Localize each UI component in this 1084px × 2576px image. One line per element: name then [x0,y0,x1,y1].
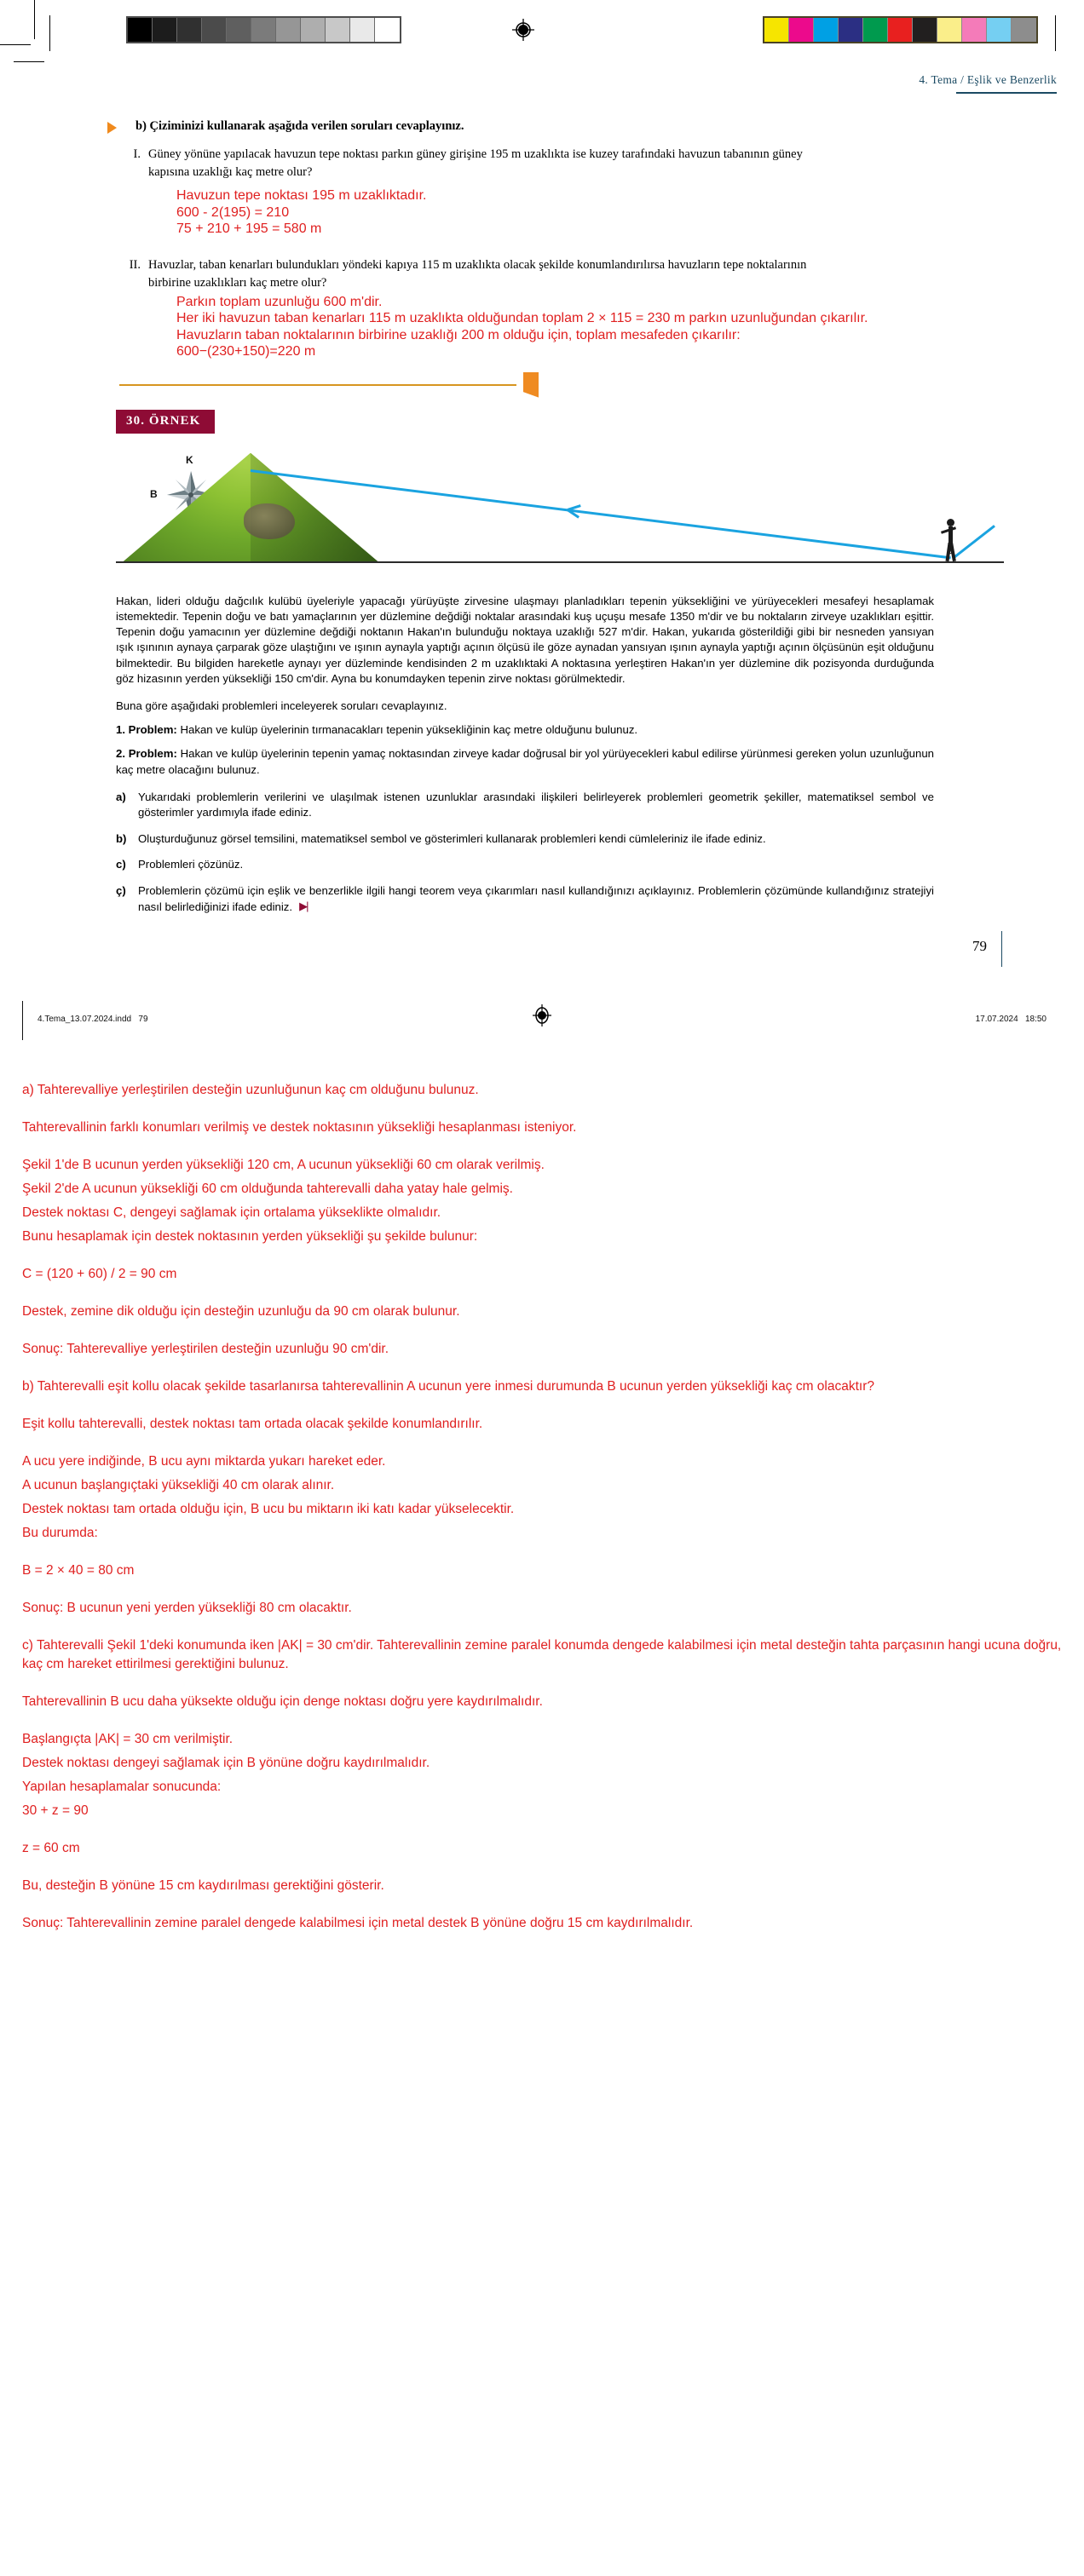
compass-label-west: B [150,487,158,500]
crop-mark-top-left-h [0,44,31,45]
example-paragraph: Hakan, lideri olduğu dağcılık kulübü üyeleriyle yapacağı yürüyüşte zirvesine ulaşmayı planladıkları tepenin yüksekliğini ve yürüyecekleri mesafeyi hesaplamak istemektedir. Tepenin doğu ve batı yamaçlarının yer düzlemine değdiği noktalar arasındaki kuş uçuşu mesafe 1350 m'dir ve bu noktaların zirveye uzaklıkları eşittir. Tepenin doğu yamacının yer düzlemine değdiği noktanın Hakan'ın bulunduğu noktaya uzaklığı 527 m'dir. Hakan, yukarıda gösterildiği gibi bir nesneden yansıyan ışık ışınının aynaya çarparak göze ulaştığını ve ışının aynayla yaptığı açının ölçüsü ile göze aynadan yansıyan ışının aynayla yaptığı açının ölçüsünün eşit olduğunu bilmektedir. Bu bilgiden hareketle aynayı yer düzleminde kendisinden 2 m uzaklıktaki A noktasına yerleştiren Hakan'ın yer düzlemine dik pozisyonda durduğunda göz hizasının yerden yüksekliği 150 cm'dir. Ayna bu konumdayken tepenin zirve noktası görülmektedir. [116,594,934,685]
question-b-label: b) [136,119,147,133]
answer-block-2 [176,294,918,360]
gray-swatch [128,18,153,42]
compass-label-north: K [186,453,193,466]
gray-swatch [301,18,326,42]
problem-1 [116,722,934,738]
answer-line: Parkın toplam uzunluğu 600 m'dir. [176,294,383,309]
answer-paragraph: Yapılan hesaplamalar sonucunda: [22,1779,222,1794]
roman-item-2 [37,256,1047,292]
print-footer-timestamp: 17.07.2024 18:50 [975,1014,1047,1024]
example-instruction: Buna göre aşağıdaki problemleri inceleyerek soruları cevaplayınız. [116,699,447,712]
roman-text-2: Havuzlar, taban kenarları bulundukları yöndeki kapıya 115 m uzaklıkta olacak şekilde konumlandırılırsa havuzların tepe noktalarının birbirine uzaklıkları kaç metre olur? [148,257,807,290]
crop-mark-top-left-v [34,0,35,39]
gray-swatch [177,18,202,42]
answer-paragraph: Bunu hesaplamak için destek noktasının yerden yüksekliği şu şekilde bulunur: [22,1228,478,1244]
person-head [947,519,954,526]
section-divider [37,376,1047,398]
answer-formula: z = 60 cm [22,1840,80,1855]
answer-paragraph: Başlangıçta |AK| = 30 cm verilmiştir. [22,1731,234,1746]
print-footer [0,992,1084,1052]
answer-line: Havuzun tepe noktası 195 m uzaklıktadır. [176,188,427,204]
problem-2-label: 2. Problem: [116,747,177,761]
answer-paragraph: Destek noktası tam ortada olduğu için, B ucu bu miktarın iki katı kadar yükselecektir. [22,1501,515,1516]
answer-result: Sonuç: Tahterevalliye yerleştirilen desteğin uzunluğu 90 cm'dir. [22,1341,389,1356]
roman-item-1 [37,146,1047,181]
sub-item-a [116,790,934,821]
ground-line [116,561,1004,563]
color-swatch [764,18,789,42]
gray-swatch [350,18,375,42]
answer-paragraph: Şekil 1'de B ucunun yerden yüksekliği 120 cm, A ucunun yüksekliği 60 cm olarak verilmiş. [22,1157,545,1172]
sub-item-b-key: b) [116,831,127,845]
answer-result: Sonuç: B ucunun yeni yerden yüksekliği 80 cm olacaktır. [22,1600,352,1615]
gray-swatch [326,18,350,42]
person-figure [943,519,960,561]
color-swatch [863,18,888,42]
answer-paragraph: A ucunun başlangıçtaki yüksekliği 40 cm olarak alınır. [22,1477,335,1492]
answer-paragraph: Bu durumda: [22,1525,98,1540]
answer-result: Sonuç: Tahterevallinin zemine paralel dengede kalabilmesi için metal destek B yönüne doğru 15 cm kaydırılmalıdır. [22,1915,694,1930]
page-number: 79 [972,937,987,954]
answer-formula: 30 + z = 90 [22,1803,89,1818]
gray-swatch [375,18,400,42]
crop-mark-bar-left [49,15,50,51]
color-swatch [962,18,987,42]
color-swatch [1012,18,1036,42]
answer-paragraph: Şekil 2'de A ucunun yüksekliği 60 cm olduğunda tahterevalli daha yatay hale gelmiş. [22,1181,513,1196]
page-title: 4. Tema / Eşlik ve Benzerlik [919,73,1057,86]
answer-paragraph: Destek noktası dengeyi sağlamak için B yönüne doğru kaydırılmalıdır. [22,1755,430,1770]
answer-paragraph: Destek noktası C, dengeyi sağlamak için ortalama yükseklikte olmalıdır. [22,1205,441,1220]
problem-2 [116,746,934,777]
answer-formula: C = (120 + 60) / 2 = 90 cm [22,1266,177,1281]
registration-target-icon [512,19,534,41]
roman-numeral-2: II. [129,257,141,272]
print-footer-filename: 4.Tema_13.07.2024.indd 79 [37,1014,148,1024]
answer-formula: B = 2 × 40 = 80 cm [22,1562,135,1578]
sub-item-b-text: Oluşturduğunuz görsel temsilini, matematiksel sembol ve gösterimleri kullanarak problemleri kendi cümleleriniz ile ifade ediniz. [138,831,766,845]
hill-rock [244,503,295,539]
mountain-mirror-illustration [116,449,1004,584]
answer-question: c) Tahterevalli Şekil 1'deki konumunda iken |AK| = 30 cm'dir. Tahterevallinin zemine paralel konumda dengede kalabilmesi için metal desteğin tahta parçasının hangi ucuna doğru, kaç cm hareket ettirilmesi gerektiğini bulunuz. [22,1637,1062,1671]
sub-item-c-cedilla-body: Problemlerin çözümü için eşlik ve benzerlikle ilgili hangi teorem veya çıkarımları nasıl kullandığınızı açıklayınız. Problemlerin çözümünde kullandığınız stratejiyi nasıl belirlediğinizi ifade ediniz. [138,883,934,914]
answer-block-1 [176,187,918,238]
question-b-body: Çiziminizi kullanarak aşağıda verilen soruları cevaplayınız. [149,119,464,133]
color-swatch [814,18,839,42]
grayscale-calibration-bar [126,16,401,43]
answer-paragraph: Tahterevallinin farklı konumları verilmiş ve destek noktasının yüksekliği hesaplanması isteniyor. [22,1119,577,1135]
print-footer-crop-bar [22,1001,23,1040]
question-b-row [37,119,1047,134]
header-rule [956,92,1057,94]
roman-text-1: Güney yönüne yapılacak havuzun tepe noktası parkın güney girişine 195 m uzaklıkta ise kuzey tarafındaki havuzun tabanının güney kapısına uzaklığı kaç metre olur? [148,147,803,180]
gray-swatch [227,18,251,42]
registration-target-icon [531,1004,553,1026]
answer-paragraph: Bu, desteğin B yönüne 15 cm kaydırılması gerektiğini gösterir. [22,1877,384,1893]
person-leg-right [949,542,956,561]
answer-line: 75 + 210 + 195 = 580 m [176,221,322,237]
sub-item-c-key: c) [116,858,126,871]
problem-2-text: Hakan ve kulüp üyelerinin tepenin yamaç noktasından zirveye kadar doğrusal bir yol yürüyecekleri kabul edilirse yürünmesi gereken yolun uzunluğunun kaç metre olacağını bulunuz. [116,747,934,776]
book-body [0,99,1084,980]
answer-line: 600−(230+150)=220 m [176,344,316,359]
color-swatch [888,18,913,42]
color-swatch [913,18,937,42]
divider-flag-icon [523,372,539,398]
answer-question: b) Tahterevalli eşit kollu olacak şekilde tasarlanırsa tahterevallinin A ucunun yere inmesi durumunda B ucunun yerden yüksekliği kaç cm olacaktır? [22,1378,874,1394]
sub-item-b [116,831,934,847]
answer-paragraph: Destek, zemine dik olduğu için desteğin uzunluğu da 90 cm olarak bulunur. [22,1303,460,1319]
answer-paragraph: A ucu yere indiğinde, B ucu aynı miktarda yukarı hareket eder. [22,1453,386,1469]
sub-item-c-cedilla-key: ç) [116,883,126,897]
answer-line: Havuzların taban noktalarının birbirine uzaklığı 200 m olduğu için, toplam mesafeden çıkarılır: [176,327,741,342]
answer-paragraph: Eşit kollu tahterevalli, destek noktası tam ortada olacak şekilde konumlandırılır. [22,1416,483,1431]
gray-swatch [276,18,301,42]
sub-item-a-key: a) [116,790,126,803]
sub-item-c-cedilla-text [138,883,934,916]
gray-swatch [202,18,227,42]
example-badge: 30. ÖRNEK [116,410,215,434]
question-b-text [136,119,464,134]
answer-paragraph: Tahterevallinin B ucu daha yüksekte olduğu için denge noktası doğru yere kaydırılmalıdır. [22,1693,543,1709]
gray-swatch [251,18,276,42]
color-swatch [937,18,962,42]
roman-numeral-1: I. [133,147,141,161]
color-swatch [987,18,1012,42]
color-swatch [789,18,814,42]
example-sub-items [116,790,934,916]
orange-triangle-bullet-icon [107,122,117,134]
answer-paragraph: a) Tahterevalliye yerleştirilen desteğin uzunluğunun kaç cm olduğunu bulunuz. [22,1082,479,1097]
color-calibration-bar [763,16,1038,43]
page-number-area [37,931,1047,980]
color-swatch [839,18,863,42]
gray-swatch [153,18,177,42]
print-calibration-strip [0,0,1084,60]
sub-item-c-cedilla [116,883,934,916]
problem-1-text: Hakan ve kulüp üyelerinin tırmanacakları tepenin yüksekliğinin kaç metre olduğunu bulunuz. [176,723,638,737]
sub-item-a-text: Yukarıdaki problemlerin verilerini ve ulaşılmak istenen uzunluklar arasındaki ilişkileri belirleyerek problemleri geometrik şekiller, matematiksel sembol ve gösterimler yardımıyla ifade ediniz. [138,790,934,819]
answer-sheet [0,1052,1084,2003]
end-of-section-flag-icon: ▶| [299,900,308,913]
sub-item-c-text: Problemleri çözünüz. [138,858,244,871]
problem-1-label: 1. Problem: [116,723,177,737]
sub-item-c [116,857,934,872]
page-number-rule [1001,931,1003,967]
page-header [0,60,1084,99]
crop-mark-bar-right [1055,15,1056,51]
answer-line: 600 - 2(195) = 210 [176,204,290,220]
answer-line: Her iki havuzun taban kenarları 115 m uzaklıkta olduğundan toplam 2 × 115 = 230 m parkın uzunluğundan çıkarılır. [176,311,868,326]
divider-rule [119,384,516,386]
